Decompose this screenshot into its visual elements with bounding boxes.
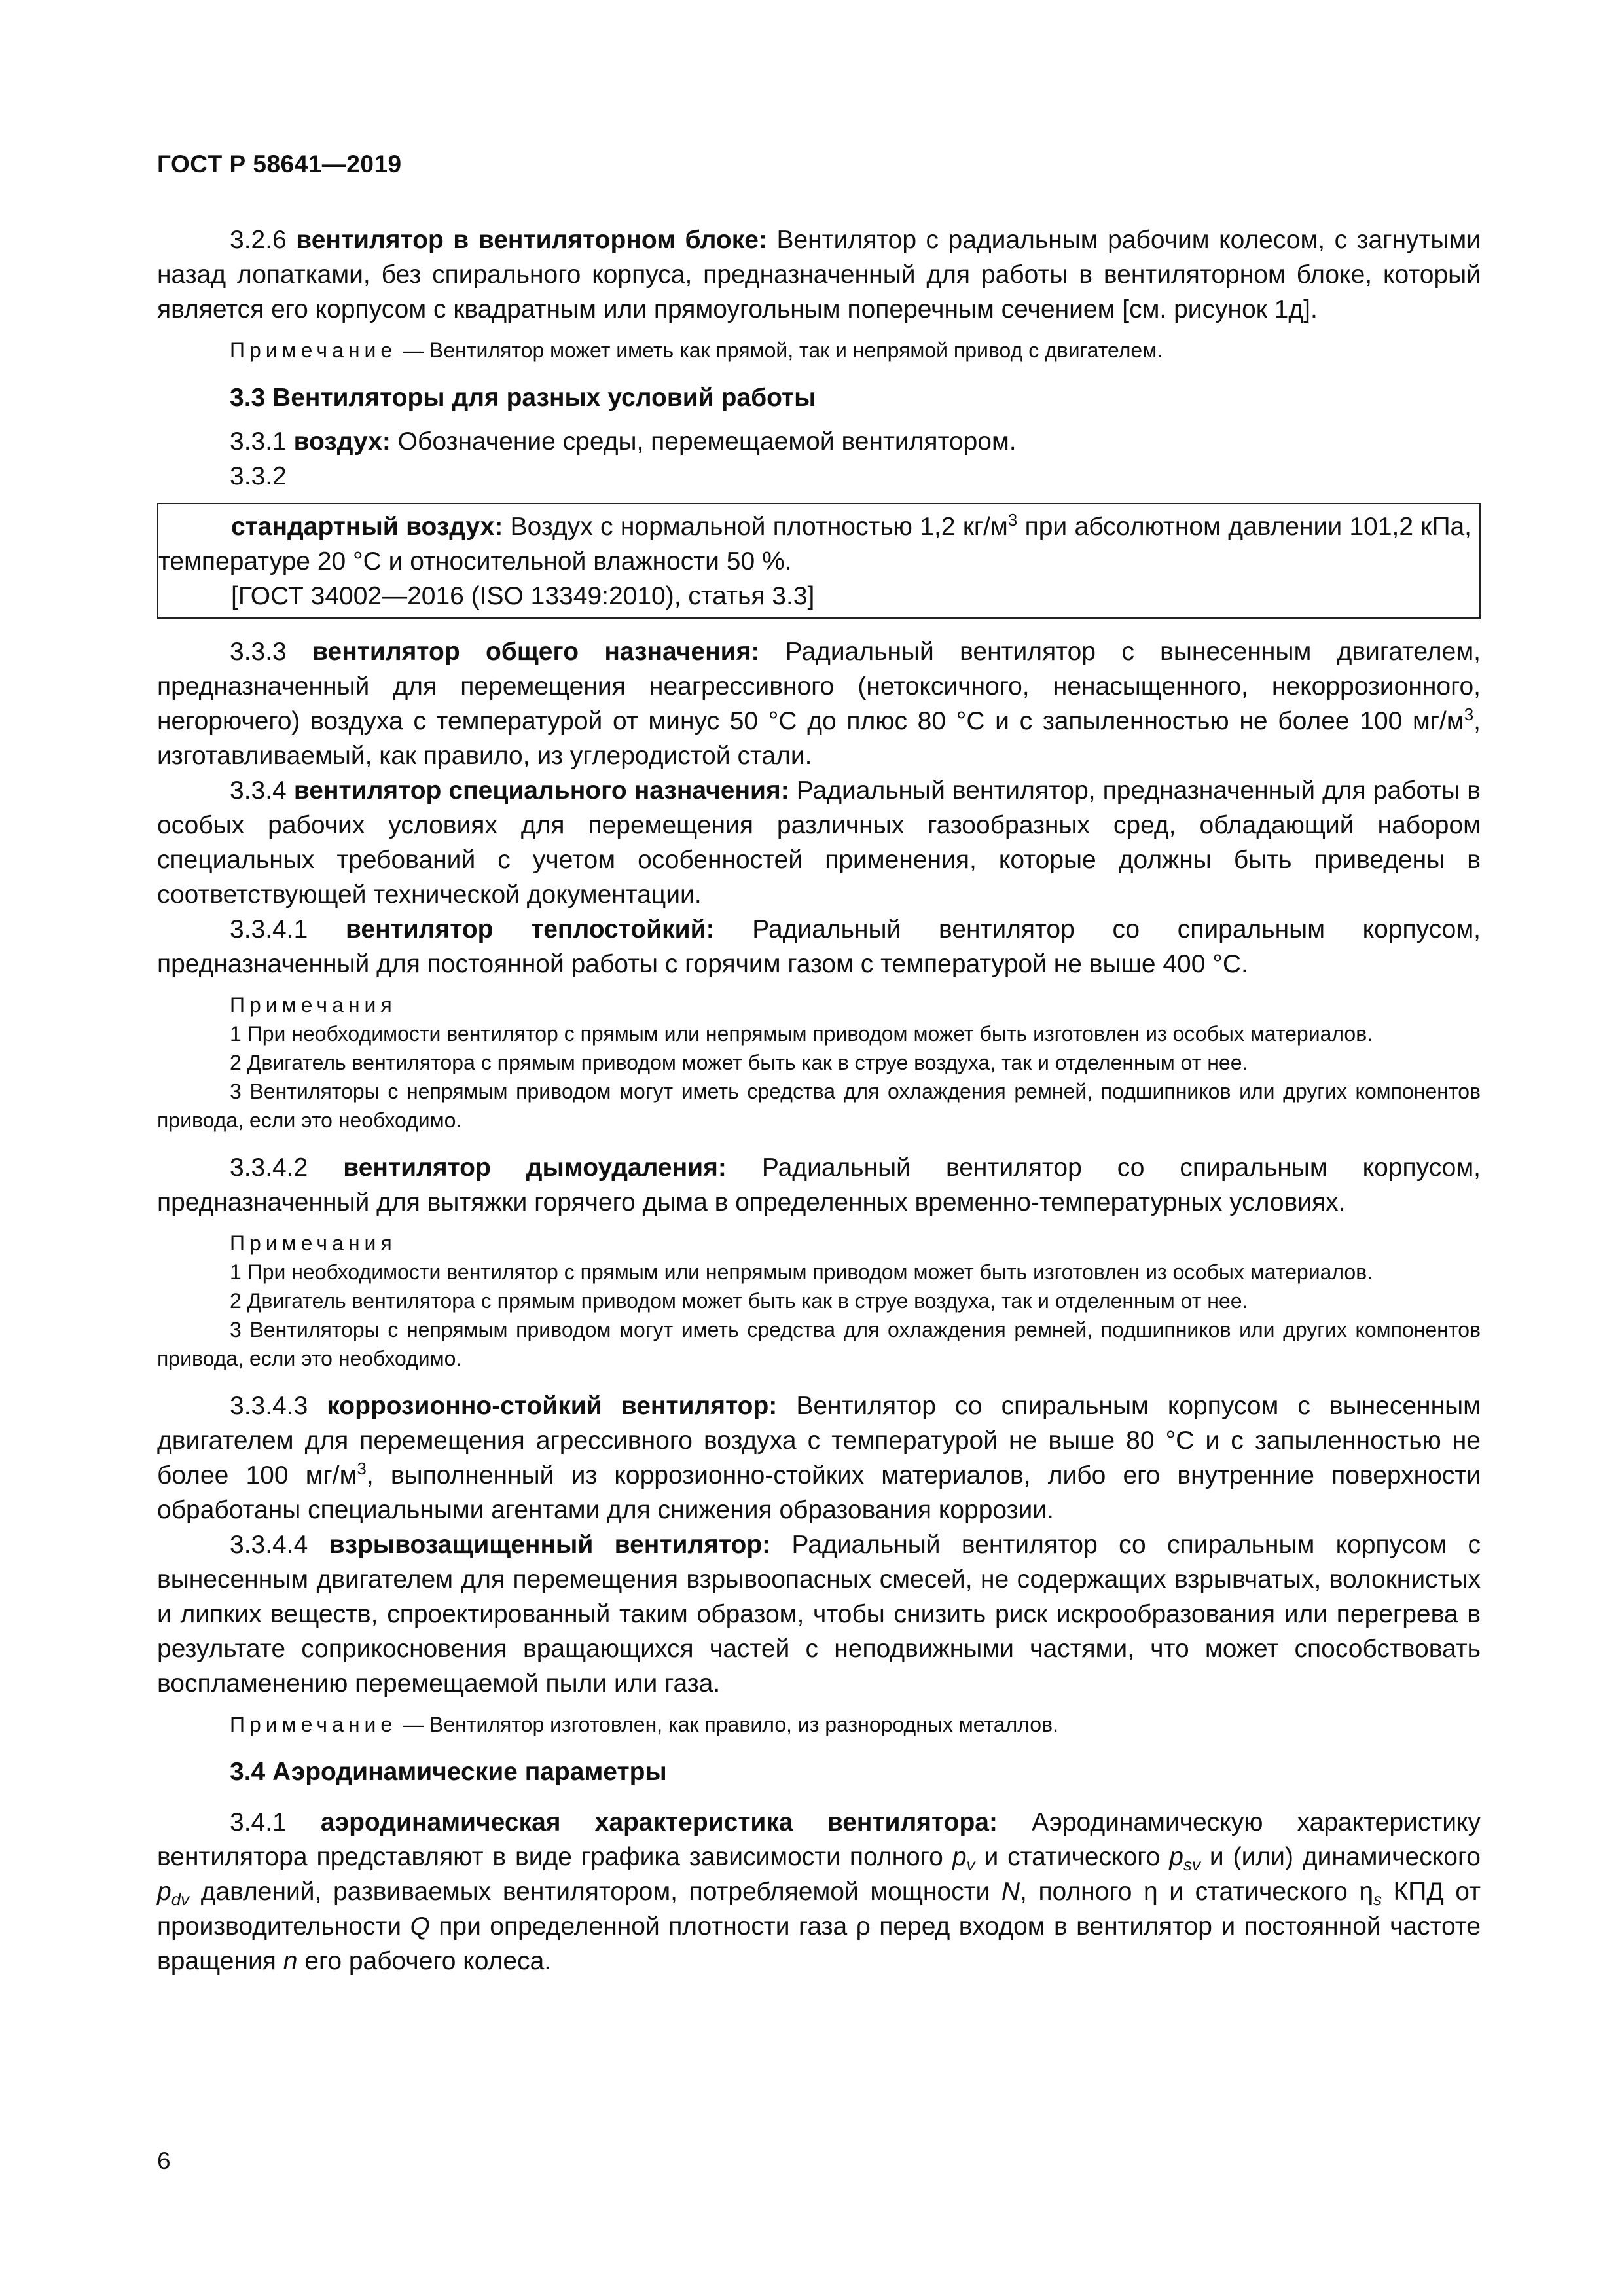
note: Примечание — Вентилятор изготовлен, как правило, из разнородных металлов.: [230, 1713, 1058, 1736]
clause-3-2-6: 3.2.6 вентилятор в вентиляторном блоке: Вентилятор с радиальным рабочим колесом, с загнутыми назад лопатками, без спирального корпуса, предназначенный для работы в вентиляторном блоке, который является его корпусом с квадратным или прямоугольным поперечным сечением [см. рисунок 1д].: [157, 226, 1481, 323]
note-item: 3 Вентиляторы с непрямым приводом могут иметь средства для охлаждения ремней, подшипников или других компонентов привода, если это необходимо.: [157, 1080, 1481, 1132]
note: Примечание — Вентилятор может иметь как прямой, так и непрямой привод с двигателем.: [230, 338, 1163, 362]
clause-3-3-4-3: 3.3.4.3 коррозионно-стойкий вентилятор: Вентилятор со спиральным корпусом с вынесенным двигателем для перемещения агрессивного воздуха с температурой не выше 80 °С и с запыленностью не более 100 $мг/м^3$, выполненный из коррозионно-стойких материалов, либо его внутренние поверхности обработаны специальными агентами для снижения образования коррозии.: [157, 1392, 1481, 1524]
clause-3-3-2-number: 3.3.2: [230, 462, 287, 490]
clause-3-3-3: 3.3.3 вентилятор общего назначения: Радиальный вентилятор с вынесенным двигателем, предназначенный для перемещения неагрессивного (нетоксичного, ненасыщенного, некоррозионного, негорючего) воздуха с температурой от минус 50 °С до плюс 80 °С и с запыленностью не более 100 $мг/м^3$, изготавливаемый, как правило, из углеродистой стали.: [157, 638, 1481, 770]
notes-label: Примечания: [230, 1231, 397, 1255]
section-heading-3-4: 3.4 Аэродинамические параметры: [230, 1758, 667, 1786]
clause-3-3-1: 3.3.1 воздух: Обозначение среды, перемещаемой вентилятором.: [230, 428, 1017, 456]
note-item: 2 Двигатель вентилятора с прямым приводом может быть как в струе воздуха, так и отделенным от нее.: [230, 1289, 1248, 1313]
note-item: 1 При необходимости вентилятор с прямым или непрямым приводом может быть изготовлен из особых материалов.: [230, 1260, 1373, 1284]
document-header: ГОСТ Р 58641—2019: [157, 151, 402, 177]
clause-3-3-4-1: 3.3.4.1 вентилятор теплостойкий: Радиальный вентилятор со спиральным корпусом, предназначенный для постоянной работы с горячим газом с температурой не выше 400 °С.: [157, 915, 1481, 978]
note-item: 2 Двигатель вентилятора с прямым приводом может быть как в струе воздуха, так и отделенным от нее.: [230, 1051, 1248, 1074]
clause-3-3-2: стандартный воздух: Воздух с нормальной плотностью 1,2 $кг/м^3$ при абсолютном давлении 101,2 кПа, температуре 20 °С и относительной влажности 50 %.: [158, 510, 1472, 575]
clause-3-3-4-2: 3.3.4.2 вентилятор дымоудаления: Радиальный вентилятор со спиральным корпусом, предназначенный для вытяжки горячего дыма в определенных временно-температурных условиях.: [157, 1154, 1481, 1216]
note-item: 1 При необходимости вентилятор с прямым или непрямым приводом может быть изготовлен из особых материалов.: [230, 1022, 1373, 1046]
clause-3-3-4-4: 3.3.4.4 взрывозащищенный вентилятор: Радиальный вентилятор со спиральным корпусом с вынесенным двигателем для перемещения взрывоопасных смесей, не содержащих взрывчатых, волокнистых и липких веществ, спроектированный таким образом, чтобы снизить риск искрообразования или перегрева в результате соприкосновения вращающихся частей с неподвижными частями, что может способствовать воспламенению перемещаемой пыли или газа.: [157, 1531, 1481, 1698]
page-number: 6: [157, 2147, 171, 2174]
notes-label: Примечания: [230, 993, 397, 1017]
clause-3-4-1: 3.4.1 аэродинамическая характеристика вентилятора: Аэродинамическую характеристику вентилятора представляют в виде графика зависимости полного $p_v$ и статического $p_{sv}$ и (или) динамического $p_{dv}$ давлений, развиваемых вентилятором, потребляемой мощности N, полного η и статического $\eta_s$ КПД от производительности Q при определенной плотности газа ρ перед входом в вентилятор и постоянной частоте вращения n его рабочего колеса.: [157, 1808, 1481, 1975]
clause-3-3-4: 3.3.4 вентилятор специального назначения: Радиальный вентилятор, предназначенный для работы в особых рабочих условиях для перемещения различных газообразных сред, обладающий набором специальных требований с учетом особенностей применения, которые должны быть приведены в соответствующей технической документации.: [157, 776, 1481, 909]
term: вентилятор в вентиляторном блоке:: [296, 226, 767, 254]
section-heading-3-3: 3.3 Вентиляторы для разных условий работы: [230, 384, 816, 412]
document-body: [157, 223, 1481, 1978]
note-item: 3 Вентиляторы с непрямым приводом могут иметь средства для охлаждения ремней, подшипников или других компонентов привода, если это необходимо.: [157, 1318, 1481, 1370]
source-reference: [ГОСТ 34002—2016 (ISO 13349:2010), статья 3.3]: [231, 582, 815, 610]
standard-air-definition-box: [157, 503, 1481, 619]
